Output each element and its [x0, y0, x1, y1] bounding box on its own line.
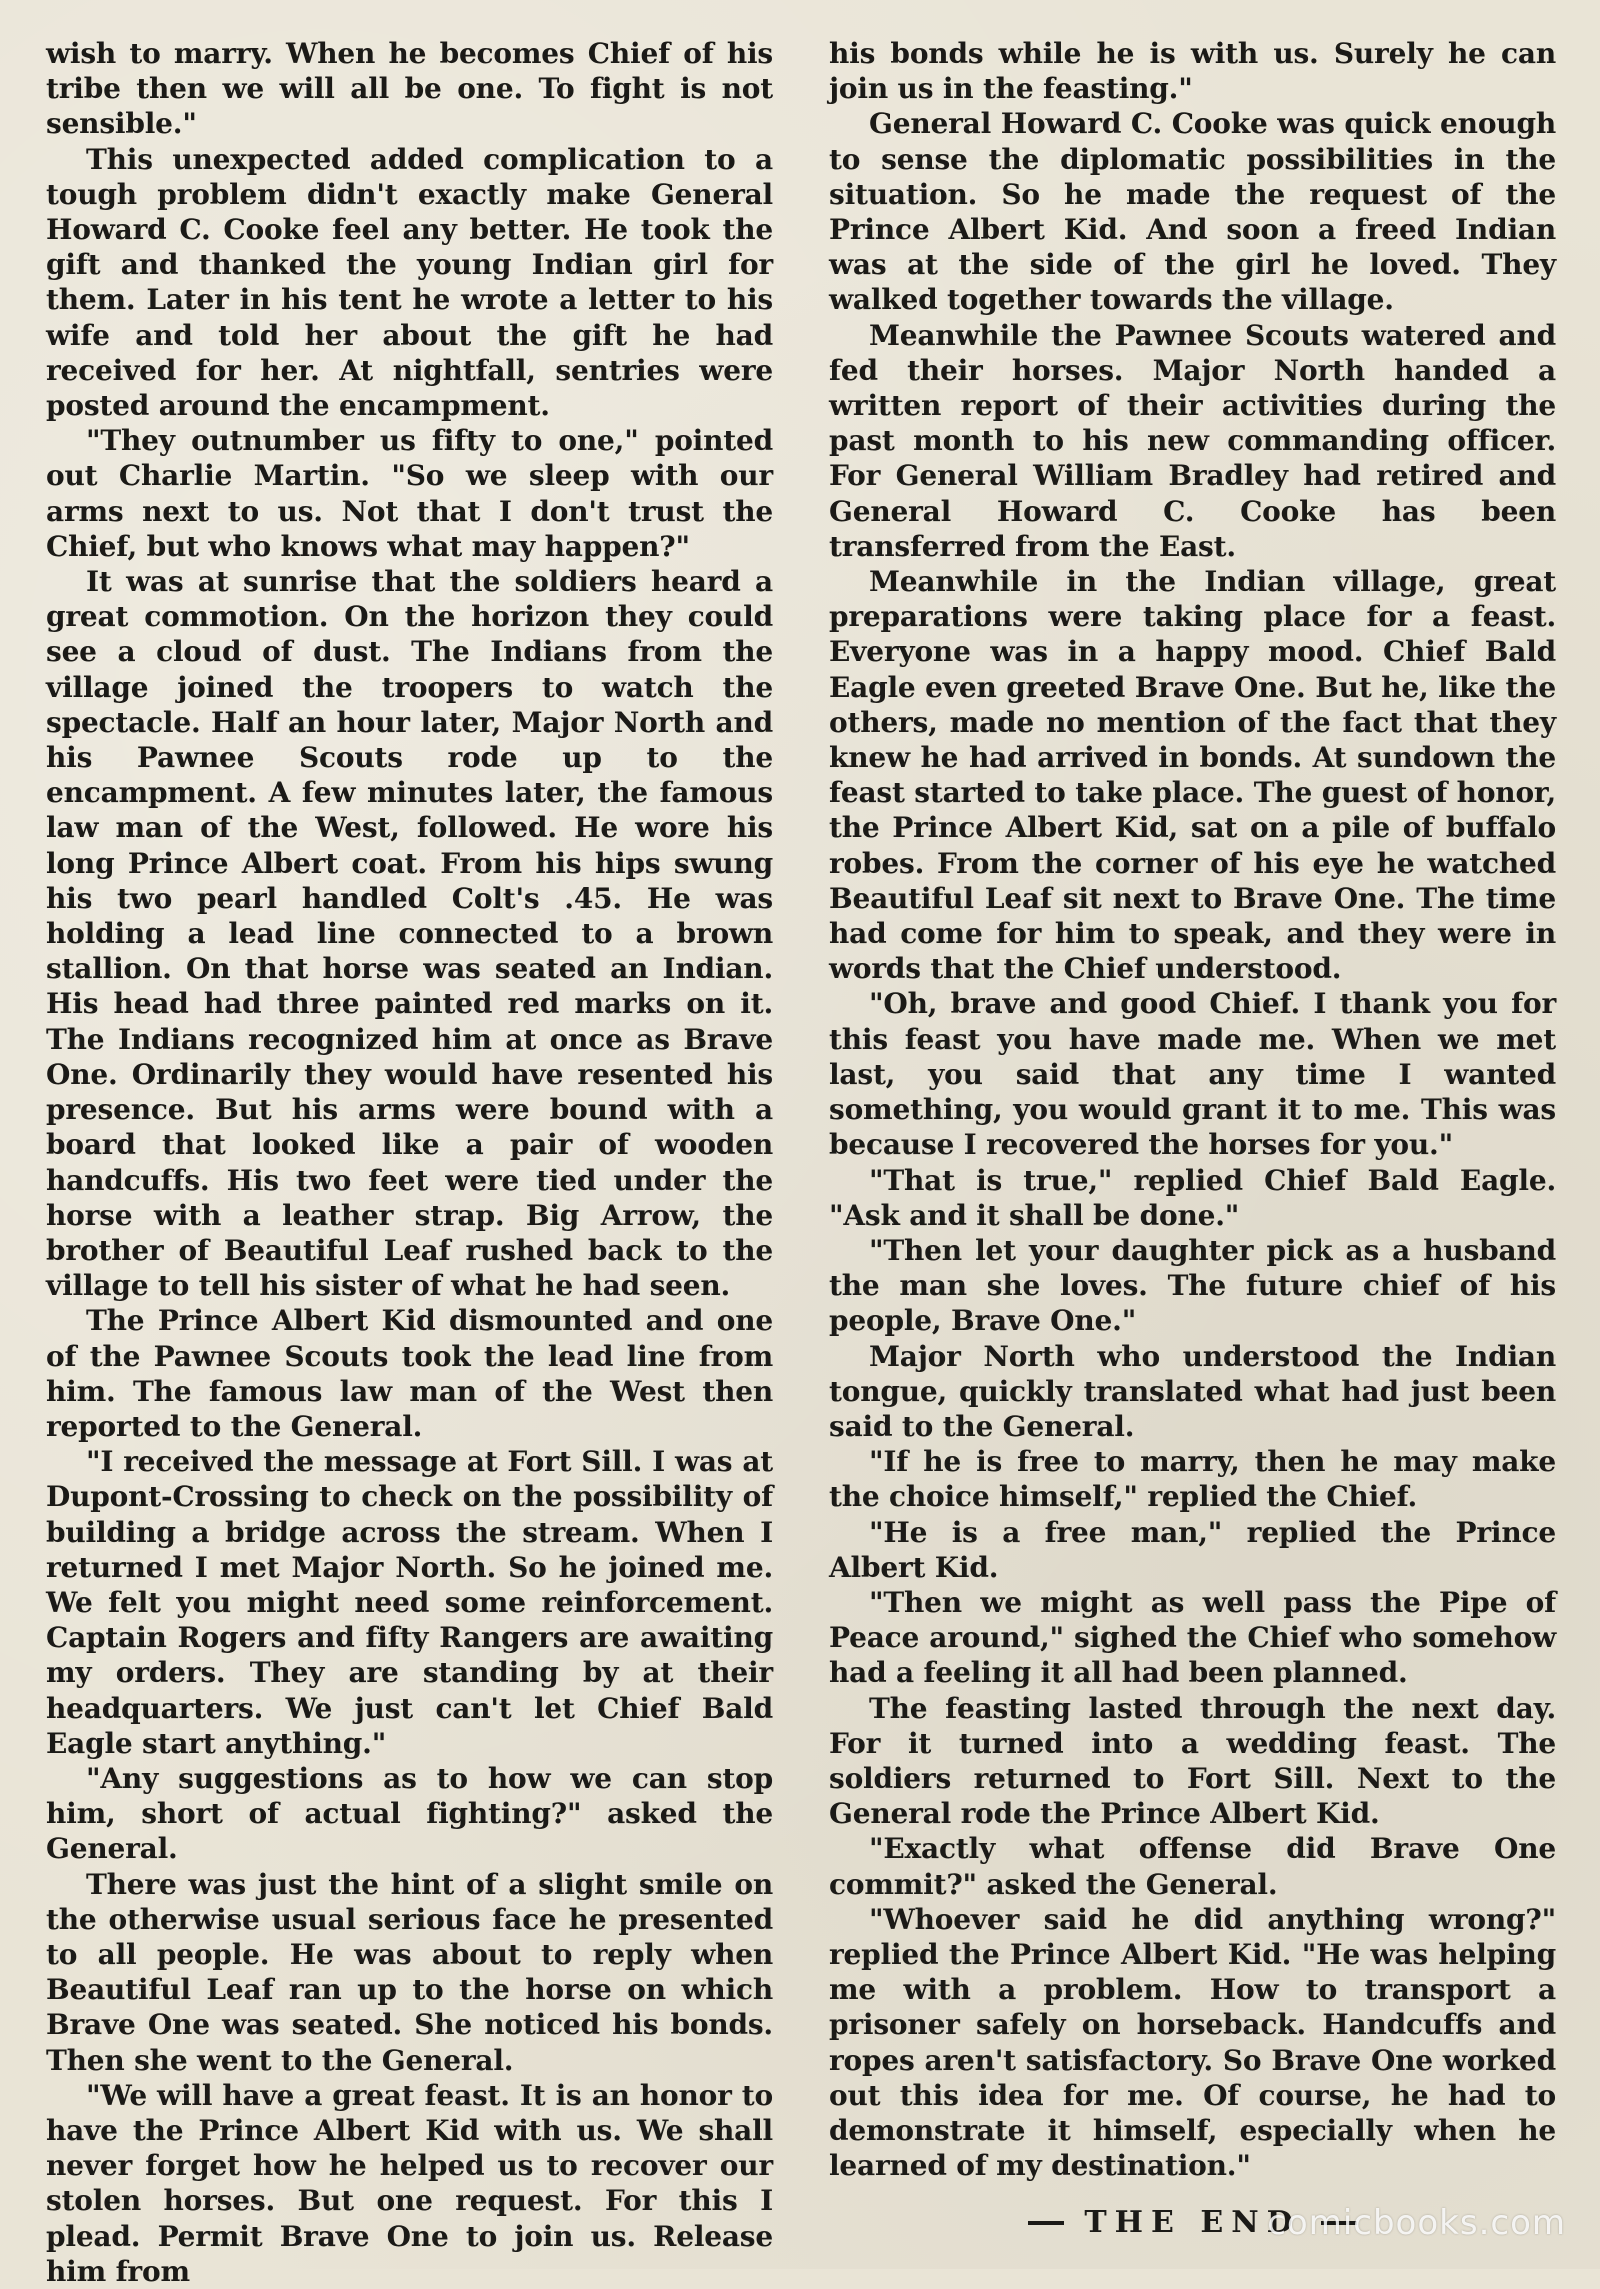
- the-end-text: THE END: [1084, 2205, 1301, 2241]
- paragraph: "Oh, brave and good Chief. I thank you for this feast you have made me. When we met last, you said that any time I wanted something, you would grant it to me. This was because I recovered the horses for you.": [829, 987, 1556, 1162]
- paragraph: "We will have a great feast. It is an honor to have the Prince Albert Kid with us. We shall never forget how he helped us to recover our stolen horses. But one request. For this I plead. Permit Brave One to join us. Release him from: [46, 2078, 773, 2288]
- left-column: [46, 36, 773, 2288]
- paragraph: "I received the message at Fort Sill. I was at Dupont-Crossing to check on the possibility of building a bridge across the stream. When I returned I met Major North. So he joined me. We felt you might need some reinforcement. Captain Rogers and fifty Rangers are awaiting my orders. They are standing by at their headquarters. We just can't let Chief Bald Eagle start anything.": [46, 1445, 773, 1760]
- paragraph: "He is a free man," replied the Prince Albert Kid.: [829, 1515, 1556, 1584]
- paragraph: "Then we might as well pass the Pipe of Peace around," sighed the Chief who somehow had a feeling it all had been planned.: [829, 1585, 1556, 1690]
- paragraph: his bonds while he is with us. Surely he can join us in the feasting.": [829, 37, 1556, 106]
- paragraph: "If he is free to marry, then he may make the choice himself," replied the Chief.: [829, 1445, 1556, 1514]
- paragraph: "Exactly what offense did Brave One commit?" asked the General.: [829, 1832, 1556, 1901]
- paragraph: Major North who understood the Indian tongue, quickly translated what had just been said to the General.: [829, 1339, 1556, 1443]
- paragraph: "They outnumber us fifty to one," pointed out Charlie Martin. "So we sleep with our arms next to us. Not that I don't trust the Chief, but who knows what may happen?": [46, 424, 773, 563]
- paragraph: This unexpected added complication to a tough problem didn't exactly make General Howard C. Cooke feel any better. He took the gift and thanked the young Indian girl for them. Later in his tent he wrote a letter to his wife and told her about the gift he had received for her. At nightfall, sentries were posted around the encampment.: [46, 142, 773, 423]
- paragraph: The feasting lasted through the next day. For it turned into a wedding feast. The soldiers returned to Fort Sill. Next to the General rode the Prince Albert Kid.: [829, 1691, 1556, 1831]
- paragraph: "Any suggestions as to how we can stop him, short of actual fighting?" asked the General.: [46, 1761, 773, 1866]
- text-columns: [46, 36, 1556, 2288]
- paragraph: There was just the hint of a slight smile on the otherwise usual serious face he presented to all people. He was about to reply when Beautiful Leaf ran up to the horse on which Brave One was seated. She noticed his bonds. Then she went to the General.: [46, 1867, 773, 2077]
- paragraph: Meanwhile the Pawnee Scouts watered and fed their horses. Major North handed a written report of their activities during the past month to his new commanding officer. For General William Bradley had retired and General Howard C. Cooke has been transferred from the East.: [829, 318, 1556, 563]
- paragraph: "That is true," replied Chief Bald Eagle. "Ask and it shall be done.": [829, 1163, 1556, 1232]
- paragraph: It was at sunrise that the soldiers heard a great commotion. On the horizon they could see a cloud of dust. The Indians from the village joined the troopers to watch the spectacle. Half an hour later, Major North and his Pawnee Scouts rode up to the encampment. A few minutes later, the famous law man of the West, followed. He wore his long Prince Albert coat. From his hips swung his two pearl handled Colt's .45. He was holding a lead line connected to a brown stallion. On that horse was seated an Indian. His head had three painted red marks on it. The Indians recognized him at once as Brave One. Ordinarily they would have resented his presence. But his arms were bound with a board that looked like a pair of wooden handcuffs. His two feet were tied under the horse with a leather strap. Big Arrow, the brother of Beautiful Leaf rushed back to the village to tell his sister of what he had seen.: [46, 565, 773, 1303]
- site-watermark: comicbooks.com: [1267, 2203, 1566, 2243]
- paragraph: The Prince Albert Kid dismounted and one of the Pawnee Scouts took the lead line from him. The famous law man of the West then reported to the General.: [46, 1304, 773, 1443]
- paragraph: Meanwhile in the Indian village, great preparations were taking place for a feast. Everyone was in a happy mood. Chief Bald Eagle even greeted Brave One. But he, like the others, made no mention of the fact that they knew he had arrived in bonds. At sundown the feast started to take place. The guest of honor, the Prince Albert Kid, sat on a pile of buffalo robes. From the corner of his eye he watched Beautiful Leaf sit next to Brave One. The time had come for him to speak, and they were in words that the Chief understood.: [829, 565, 1556, 986]
- paragraph: General Howard C. Cooke was quick enough to sense the diplomatic possibilities in the situation. So he made the request of the Prince Albert Kid. And soon a freed Indian was at the side of the girl he loved. They walked together towards the village.: [829, 107, 1556, 317]
- right-column: [829, 36, 1556, 2241]
- paragraph: wish to marry. When he becomes Chief of his tribe then we will all be one. To fight is not sensible.": [46, 37, 773, 141]
- dash-left: [1028, 2221, 1064, 2225]
- paragraph: "Then let your daughter pick as a husband the man she loves. The future chief of his people, Brave One.": [829, 1233, 1556, 1338]
- paragraph: "Whoever said he did anything wrong?" replied the Prince Albert Kid. "He was helping me with a problem. How to transport a prisoner safely on horseback. Handcuffs and ropes aren't satisfactory. So Brave One worked out this idea for me. Of course, he had to demonstrate it himself, especially when he learned of my destination.": [829, 1902, 1556, 2183]
